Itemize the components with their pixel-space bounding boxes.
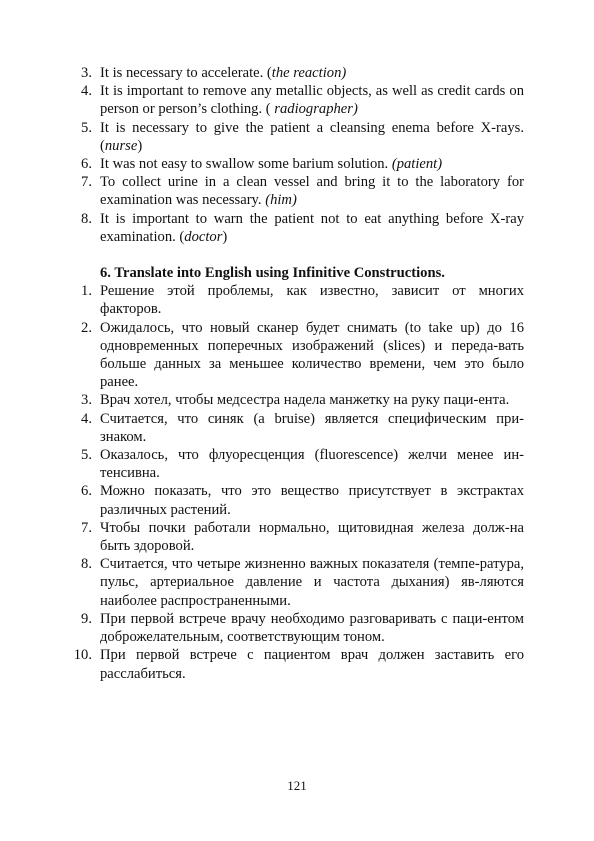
list-item	[66, 410, 524, 446]
item-text: Считается, что четыре жизненно важных показателя (темпе-ратура, пульс, артериальное давление и частота дыхания) яв-ляются наиболее распространенными.	[100, 556, 524, 609]
list-item	[66, 555, 524, 610]
item-number: 6.	[81, 483, 92, 500]
item-text: It is important to remove any metallic objects, as well as credit cards on person or person’s clothing. (	[100, 83, 524, 118]
list-item	[66, 391, 524, 409]
page-text	[66, 64, 524, 683]
item-hint: nurse	[104, 137, 138, 154]
item-number: 10.	[73, 647, 92, 664]
list-item	[66, 210, 524, 246]
item-number: 9.	[81, 610, 92, 627]
item-hint-close: )	[222, 228, 228, 245]
list-item	[66, 64, 524, 82]
item-text: It was not easy to swallow some barium solution.	[100, 156, 392, 173]
item-text: Чтобы почки работали нормально, щитовидная железа долж-на быть здоровой.	[100, 519, 524, 555]
item-hint: doctor	[184, 228, 223, 245]
item-text: Решение этой проблемы, как известно, зависит от многих факторов.	[100, 283, 524, 318]
item-number: 1.	[81, 283, 92, 300]
item-number: 3.	[81, 392, 92, 409]
item-number: 5.	[81, 447, 92, 464]
item-number: 5.	[81, 119, 92, 136]
item-hint: (patient)	[391, 156, 443, 173]
item-number: 2.	[81, 319, 92, 336]
list-item	[66, 610, 524, 646]
item-text: Ожидалось, что новый сканер будет снимать (to take up) до 16 одновременных поперечных изображений (slices) и переда-вать больше данных за меньшее количество времени, чем это было ранее.	[100, 319, 524, 391]
item-text: Врач хотел, чтобы медсестра надела манжетку на руку паци-ента.	[100, 392, 510, 409]
item-hint: the reaction)	[271, 65, 347, 81]
list-item	[66, 319, 524, 392]
item-number: 7.	[81, 519, 92, 536]
item-number: 3.	[81, 65, 92, 81]
item-text: It is necessary to accelerate. (	[100, 65, 272, 81]
item-text: It is important to warn the patient not to eat anything before X-ray examination. (	[100, 210, 524, 245]
item-text: Считается, что синяк (a bruise) является специфическим при-знаком.	[100, 410, 524, 445]
list-item	[66, 446, 524, 482]
list-item	[66, 155, 524, 173]
item-number: 4.	[81, 83, 92, 100]
list-item	[66, 482, 524, 518]
exercise-5-list	[66, 64, 524, 246]
item-text: Можно показать, что это вещество присутствует в экстрактах различных растений.	[100, 483, 524, 518]
list-item	[66, 646, 524, 682]
item-hint: radiographer)	[274, 101, 358, 118]
exercise-6-list	[66, 282, 524, 682]
list-item	[66, 282, 524, 318]
item-hint: (him)	[265, 192, 297, 209]
list-item	[66, 519, 524, 555]
item-text: It is necessary to give the patient a cleansing enema before X-rays. (	[100, 119, 524, 154]
list-item	[66, 119, 524, 155]
item-number: 7.	[81, 174, 92, 191]
item-text: При первой встрече с пациентом врач должен заставить его расслабиться.	[100, 647, 524, 682]
list-item	[66, 173, 524, 209]
item-text: При первой встрече врачу необходимо разговаривать с паци-ентом доброжелательным, соответствующим тоном.	[100, 610, 524, 646]
item-number: 6.	[81, 156, 92, 173]
item-number: 8.	[81, 210, 92, 227]
item-text: Оказалось, что флуоресценция (fluorescence) желчи менее ин-тенсивна.	[100, 447, 524, 482]
item-number: 8.	[81, 556, 92, 573]
item-text: To collect urine in a clean vessel and bring it to the laboratory for examination was necessary.	[100, 174, 524, 209]
item-hint-close: )	[137, 137, 143, 154]
item-number: 4.	[81, 410, 92, 427]
exercise-6-title: 6. Translate into English using Infinitive Constructions.	[100, 265, 445, 282]
page-number: 121	[287, 778, 307, 793]
list-item	[66, 82, 524, 118]
